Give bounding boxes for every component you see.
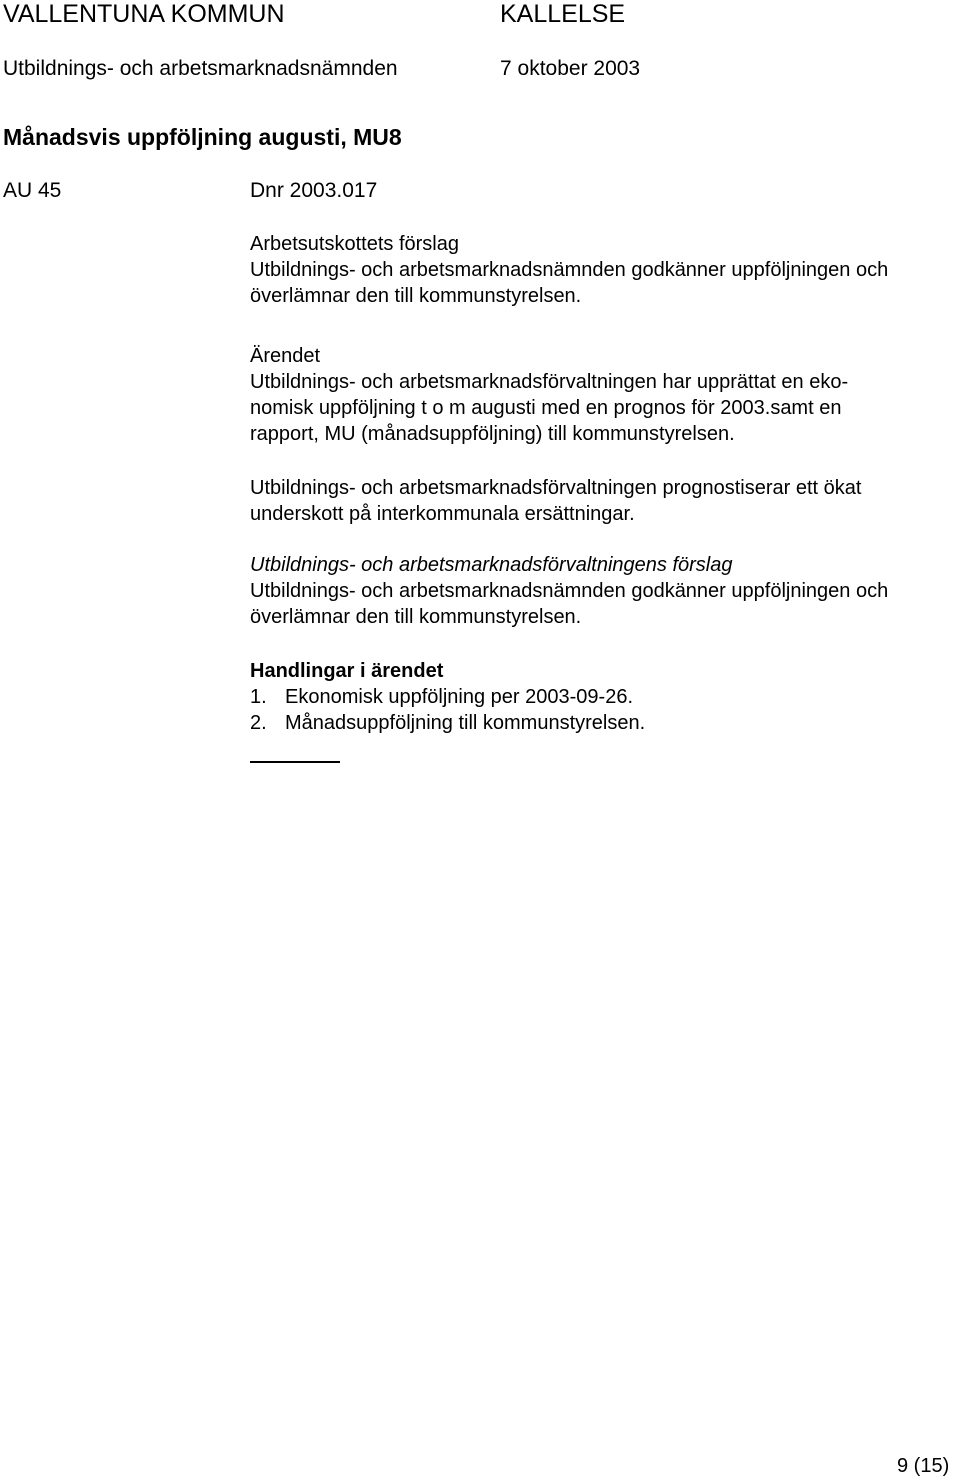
administration-proposal-section	[250, 552, 950, 630]
arendet-line: Utbildnings- och arbetsmarknadsförvaltningen har upprättat en eko-	[250, 371, 849, 393]
document-item-text: Månadsuppföljning till kommunstyrelsen.	[285, 712, 646, 734]
arendet-line: rapport, MU (månadsuppföljning) till kommunstyrelsen.	[250, 423, 735, 445]
committee-proposal-section	[250, 231, 950, 309]
document-item	[250, 684, 950, 710]
document-item-text: Ekonomisk uppföljning per 2003-09-26.	[285, 686, 633, 708]
organization-name: VALLENTUNA KOMMUN	[3, 0, 285, 28]
documents-list	[250, 684, 950, 736]
followup-line: underskott på interkommunala ersättningar.	[250, 503, 635, 525]
document-item	[250, 710, 950, 736]
board-name: Utbildnings- och arbetsmarknadsnämnden	[3, 57, 398, 80]
followup-line: Utbildnings- och arbetsmarknadsförvaltningen prognostiserar ett ökat	[250, 477, 862, 499]
end-rule-divider	[250, 761, 340, 763]
matter-title: Månadsvis uppföljning augusti, MU8	[3, 124, 402, 150]
administration-proposal-text: Utbildnings- och arbetsmarknadsnämnden godkänner uppföljningen och överlämnar den till kommunstyrelsen.	[250, 580, 889, 628]
arendet-followup-paragraph	[250, 475, 950, 527]
committee-proposal-heading: Arbetsutskottets förslag	[250, 233, 459, 255]
arendet-heading: Ärendet	[250, 345, 321, 367]
au-number: AU 45	[3, 179, 62, 202]
document-date: 7 oktober 2003	[500, 57, 641, 80]
document-type: KALLELSE	[500, 0, 626, 28]
dnr-number: Dnr 2003.017	[250, 179, 378, 202]
arendet-line: nomisk uppföljning t o m augusti med en prognos för 2003.samt en	[250, 397, 842, 419]
committee-proposal-text: Utbildnings- och arbetsmarknadsnämnden godkänner uppföljningen och överlämnar den till kommunstyrelsen.	[250, 259, 889, 307]
document-item-number: 2.	[250, 712, 267, 734]
administration-proposal-heading: Utbildnings- och arbetsmarknadsförvaltningens förslag	[250, 554, 733, 576]
page-number: 9 (15)	[897, 1455, 950, 1477]
documents-heading: Handlingar i ärendet	[250, 660, 444, 682]
document-item-number: 1.	[250, 686, 267, 708]
arendet-section	[250, 343, 950, 447]
documents-section	[250, 658, 950, 736]
